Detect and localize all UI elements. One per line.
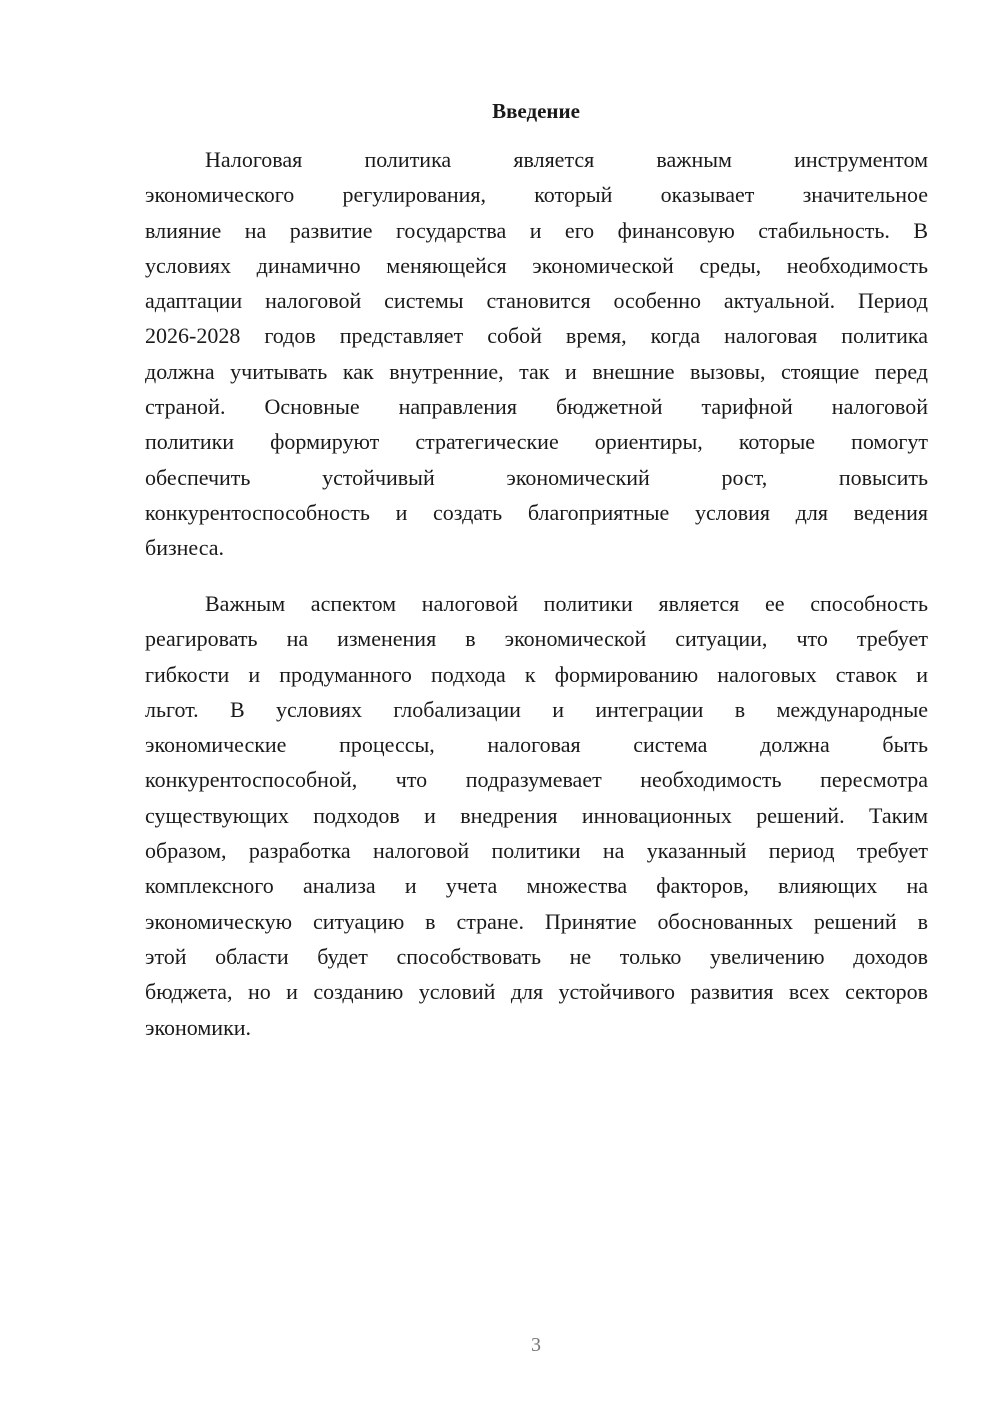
paragraph-line: Налоговая политика является важным инструментом <box>205 147 928 172</box>
paragraph-line: Важным аспектом налоговой политики является ее способность <box>205 591 928 616</box>
paragraph-line: экономическую ситуацию в стране. Принятие обоснованных решений в <box>145 908 928 934</box>
paragraph-2 <box>145 586 928 1045</box>
paragraph-line: существующих подходов и внедрения инновационных решений. Таким <box>145 802 928 828</box>
paragraph-line: этой области будет способствовать не только увеличению доходов <box>145 943 928 969</box>
paragraph-line: условиях динамично меняющейся экономической среды, необходимость <box>145 252 928 278</box>
paragraph-line: гибкости и продуманного подхода к формированию налоговых ставок и <box>145 661 928 687</box>
paragraph-line: бюджета, но и созданию условий для устойчивого развития всех секторов <box>145 979 928 1005</box>
paragraph-line: влияние на развитие государства и его финансовую стабильность. В <box>145 217 928 243</box>
section-title: Введение <box>492 99 580 123</box>
paragraph-line: образом, разработка налоговой политики на указанный период требует <box>145 838 928 864</box>
paragraph-line: адаптации налоговой системы становится особенно актуальной. Период <box>145 288 928 314</box>
paragraph-line: экономики. <box>145 1014 252 1040</box>
paragraph-line: реагировать на изменения в экономической ситуации, что требует <box>145 626 928 652</box>
paragraph-line: экономические процессы, налоговая система должна быть <box>145 732 928 758</box>
paragraph-line: экономического регулирования, который оказывает значительное <box>145 182 928 208</box>
paragraph-line: бизнеса. <box>145 535 225 561</box>
paragraph-line: обеспечить устойчивый экономический рост, повысить <box>145 464 928 490</box>
page-number: 3 <box>531 1334 541 1356</box>
paragraph-line: конкурентоспособность и создать благоприятные условия для ведения <box>145 499 928 525</box>
paragraph-line: политики формируют стратегические ориентиры, которые помогут <box>145 429 928 455</box>
paragraph-line: льгот. В условиях глобализации и интеграции в международные <box>145 696 928 722</box>
paragraph-line: конкурентоспособной, что подразумевает необходимость пересмотра <box>145 767 928 793</box>
paragraph-line: 2026-2028 годов представляет собой время, когда налоговая политика <box>145 323 928 349</box>
paragraph-line: страной. Основные направления бюджетной тарифной налоговой <box>145 394 928 420</box>
paragraph-line: комплексного анализа и учета множества факторов, влияющих на <box>145 873 928 899</box>
paragraph-1 <box>145 142 928 566</box>
paragraph-line: должна учитывать как внутренние, так и внешние вызовы, стоящие перед <box>145 358 928 384</box>
